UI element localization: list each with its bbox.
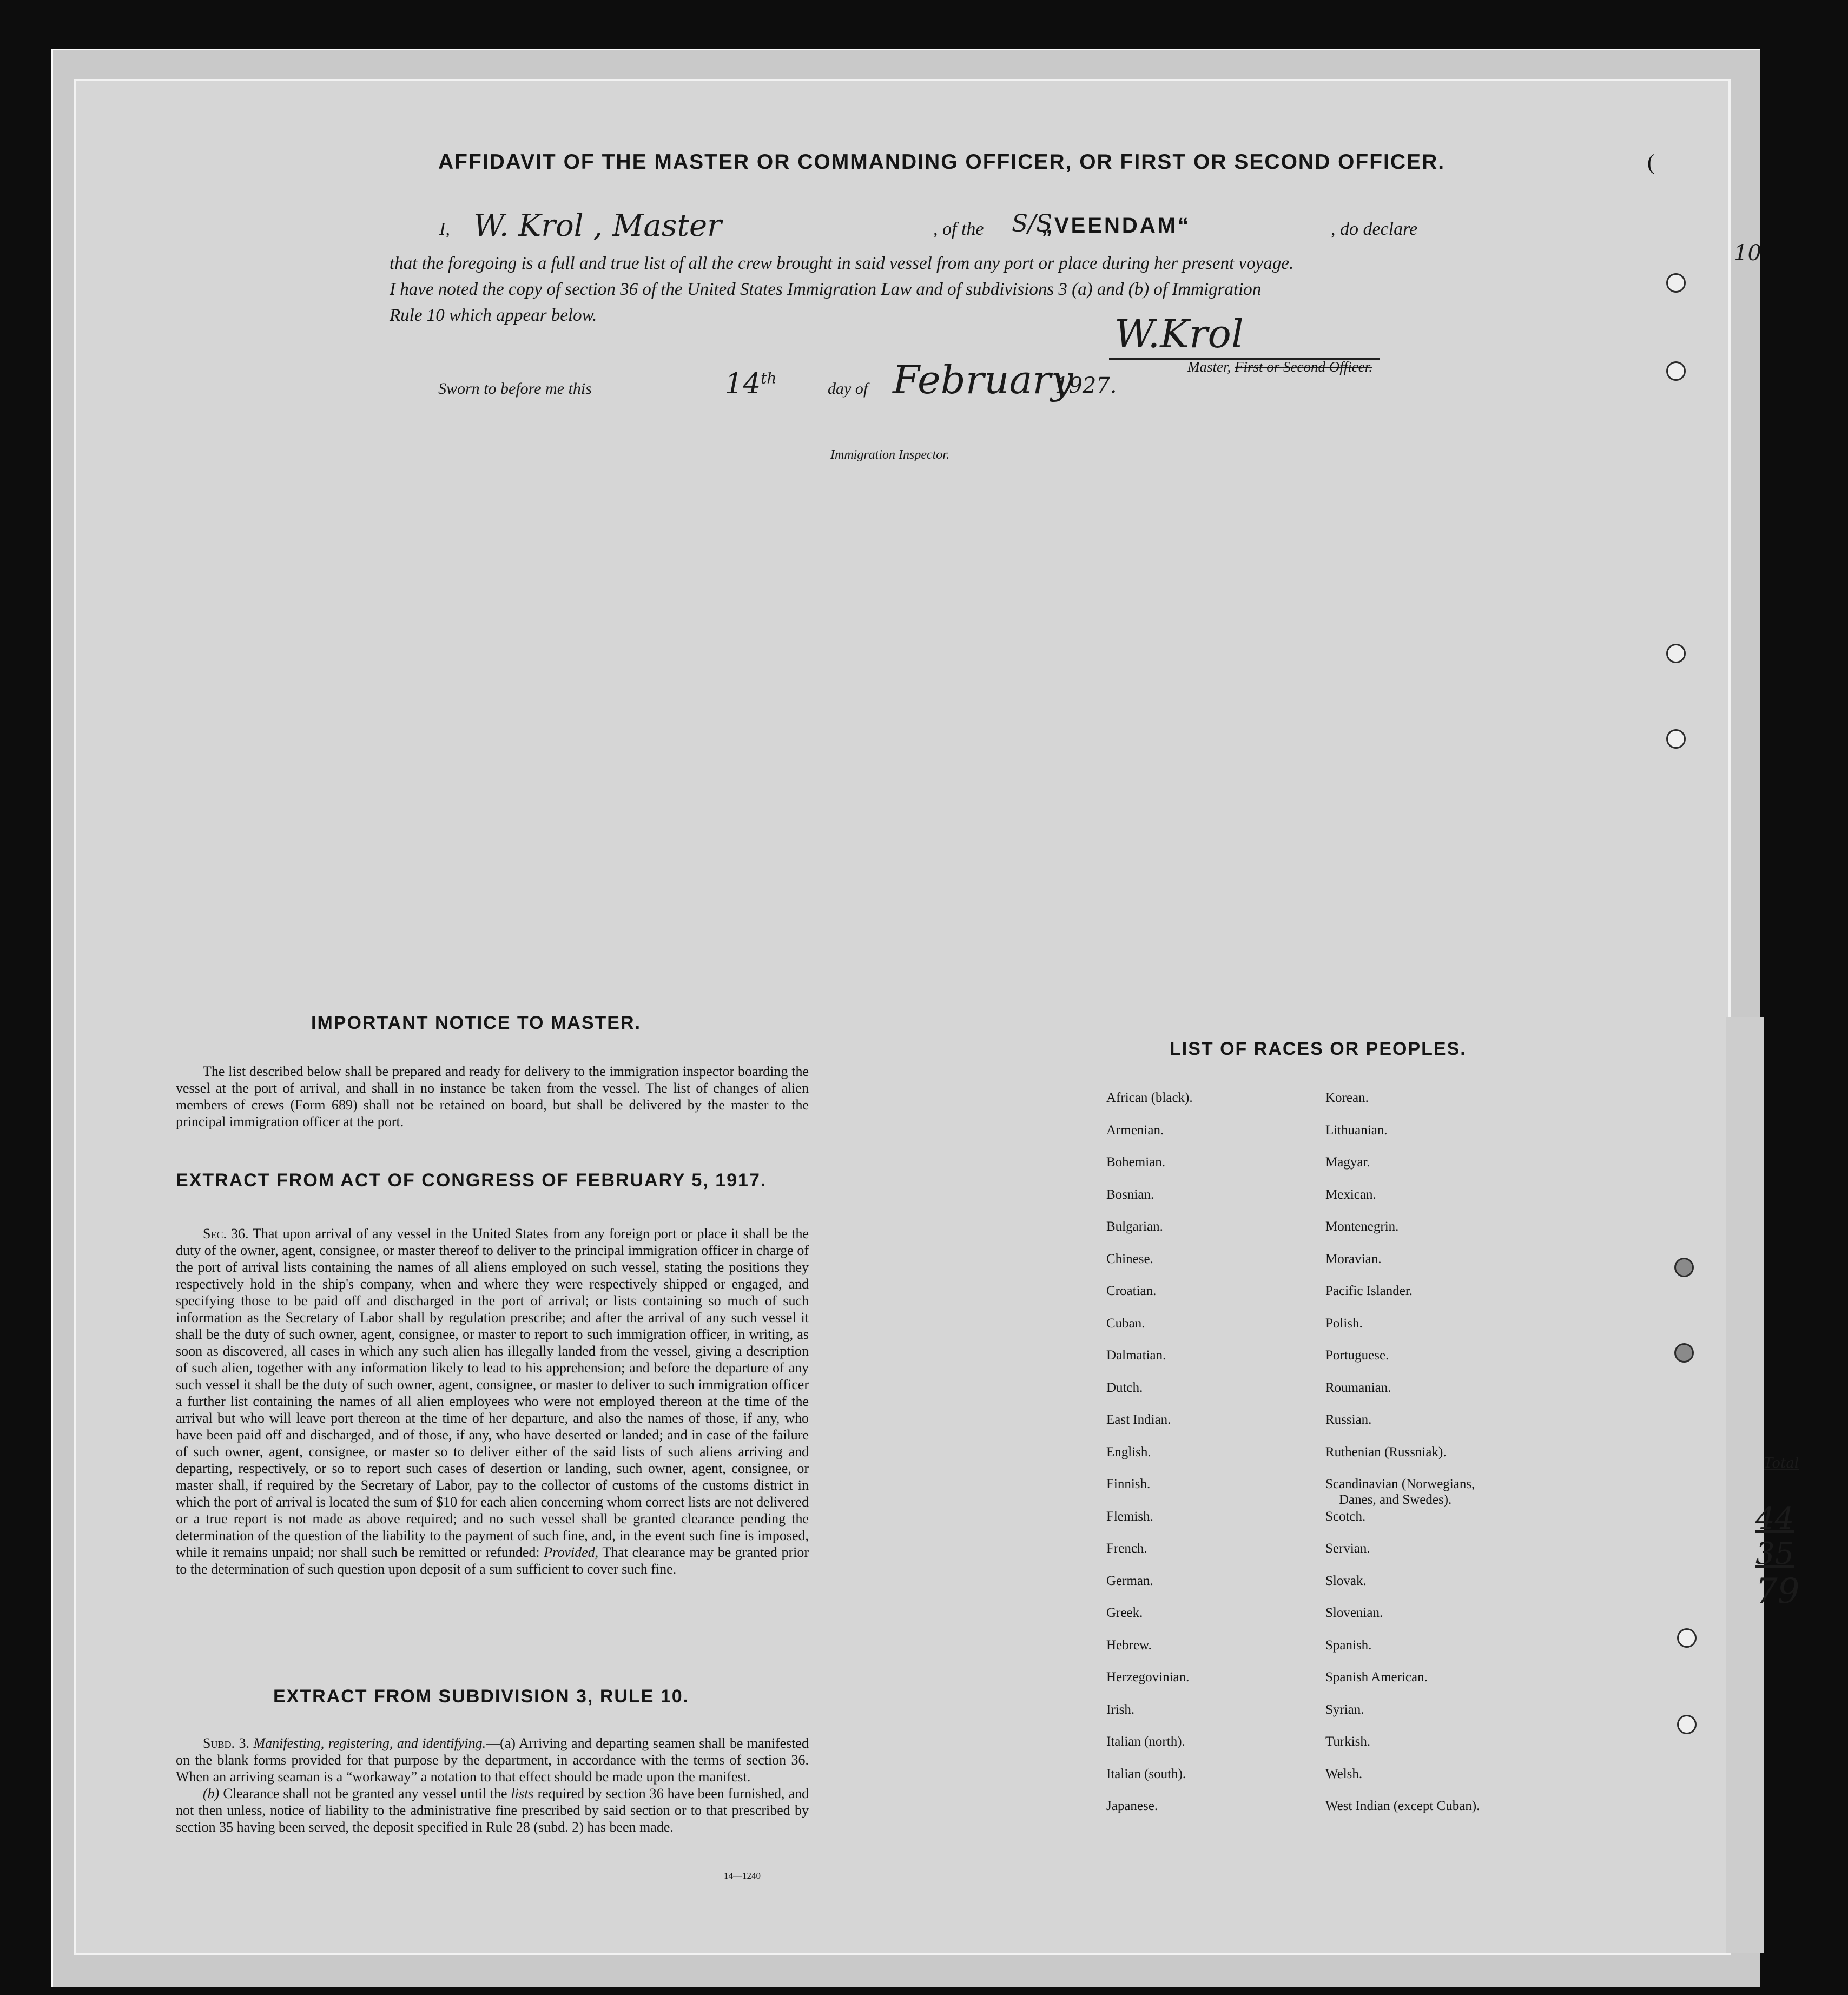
- race-item: Spanish.: [1325, 1637, 1372, 1653]
- notice-title: IMPORTANT NOTICE TO MASTER.: [311, 1013, 641, 1033]
- race-item: Croatian.: [1106, 1284, 1157, 1298]
- notice-body: The list described below shall be prepared and ready for delivery to the immigration inspector boarding the vessel at the port of arrival, and shall in no instance be taken from the vessel. The list of changes of alien members of crews (Form 689) shall not be retained on board, but shall be delivered by the master to the principal immigration officer at the port.: [176, 1063, 809, 1129]
- race-item: Turkish.: [1325, 1734, 1371, 1749]
- vessel-name: „VEENDAM“: [1041, 214, 1191, 237]
- race-item: Mexican.: [1325, 1187, 1376, 1202]
- race-item: Slovak.: [1325, 1573, 1367, 1588]
- declaration-line-3: I have noted the copy of section 36 of the United States Immigration Law and of subdivisions 3 (a) and (b) of Immigration: [390, 280, 1262, 299]
- race-item: Italian (south).: [1106, 1766, 1186, 1781]
- race-item: Syrian.: [1325, 1702, 1364, 1717]
- vessel-prefix-handwritten: S/S: [1012, 210, 1053, 237]
- race-item: Korean.: [1325, 1091, 1369, 1105]
- race-item: English.: [1106, 1444, 1151, 1459]
- race-item: Polish.: [1325, 1316, 1363, 1331]
- race-item: Greek.: [1106, 1606, 1143, 1620]
- subdivision-3-text: [176, 1735, 809, 1835]
- race-item: Lithuanian.: [1325, 1122, 1388, 1138]
- subdivision-label: Subd. 3.: [203, 1735, 249, 1751]
- signature-label-struck: First or Second Officer.: [1235, 359, 1372, 375]
- subdivision-text-b-lists: lists: [511, 1786, 534, 1801]
- race-item: Ruthenian (Russniak).: [1325, 1444, 1447, 1459]
- race-item: Bulgarian.: [1106, 1219, 1163, 1234]
- race-item: Bosnian.: [1106, 1187, 1154, 1202]
- punch-hole-icon: [1666, 729, 1686, 749]
- section-36-body: That upon arrival of any vessel in the United States from any foreign port or place it shall be the duty of the owner, agent, consignee, or master thereof to deliver to the principal immigration officer in charge of the port of arrival lists containing the names of all aliens employed on such vessel, stating the positions they respectively hold in the ship's company, when and where they were respectively shipped or engaged, and specifying those to be paid off and discharged in the port of arrival; or lists containing so much of such information as the Secretary of Labor shall by regulation prescribe; and after the arrival of any such vessel it shall be the duty of such owner, agent, consignee, or master to report to such immigration officer, in writing, as soon as discovered, all cases in which any such alien has illegally landed from the vessel, giving a description of such alien, together with any information likely to lead to his apprehension; and before the departure of any such vessel it shall be the duty of such owner, agent, consignee, or master to deliver to such immigration officer a further list containing the names of all alien employees who were not employed thereon at the time of the arrival but who will leave port thereon at the time of her departure, and also the names of those, if any, who have been paid off and discharged, and of those, if any, who have deserted or landed; and in case of the failure of such owner, agent, consignee, or master so to deliver either of the said lists of such aliens arriving and departing, respectively, or so to report such cases of desertion or landing, such owner, agent, consignee, or master shall, if required by the Secretary of Labor, pay to the collector of customs of the customs district in which the port of arrival is located the sum of $10 for each alien concerning whom correct lists are not delivered or a true report is not made as above required; and no such vessel shall be granted clearance pending the determination of the question of the liability to the payment of such fine, and, in the event such fine is imposed, while it remains unpaid; nor shall such be remitted or refunded:: [176, 1226, 809, 1560]
- sworn-year: 1927.: [1055, 373, 1117, 398]
- race-item: German.: [1106, 1573, 1153, 1588]
- form-number: 14—1240: [724, 1871, 761, 1881]
- subdivision-text-b1: Clearance shall not be granted any vessel until the: [223, 1786, 507, 1801]
- sworn-day-number: 14: [725, 368, 761, 400]
- officer-name-handwritten: W. Krol , Master: [473, 208, 722, 243]
- extract-act-title: EXTRACT FROM ACT OF CONGRESS OF FEBRUARY 5, 1917.: [176, 1170, 767, 1191]
- punch-hole-icon: [1666, 644, 1686, 663]
- declaration-pronoun: I,: [439, 219, 450, 239]
- punch-hole-icon: [1666, 273, 1686, 293]
- signature-label: [1187, 359, 1372, 375]
- race-item: Russian.: [1325, 1412, 1372, 1427]
- declaration-line-2: that the foregoing is a full and true list of all the crew brought in said vessel from any port or place during her present voyage.: [390, 254, 1294, 273]
- section-36-label: Sec. 36.: [203, 1226, 249, 1241]
- race-item: Cuban.: [1106, 1316, 1145, 1331]
- subdivision-heading: Manifesting, registering, and identifying.: [253, 1735, 486, 1751]
- race-item: French.: [1106, 1541, 1147, 1556]
- race-item: Welsh.: [1325, 1766, 1363, 1781]
- total-label: Total: [1764, 1455, 1799, 1471]
- race-item: Flemish.: [1106, 1509, 1153, 1524]
- race-item: Chinese.: [1106, 1251, 1153, 1266]
- subdivision-text-b2: required by section 36 have been furnished, and not then unless, notice of liability to the administrative fine prescribed by said section or to that prescribed by section 35 having been served, the deposit specified in Rule 28 (subd. 2) has been made.: [176, 1786, 809, 1835]
- sworn-month: February: [893, 357, 1073, 402]
- sworn-day-suffix: th: [761, 369, 777, 387]
- race-item: Portuguese.: [1325, 1348, 1389, 1363]
- race-item: Slovenian.: [1325, 1606, 1383, 1620]
- section-36-end: That clearance may be granted prior to the determination of such question upon deposit of a sum sufficient to cover such fine.: [176, 1544, 809, 1577]
- race-item: Herzegovinian.: [1106, 1670, 1190, 1684]
- race-item: Armenian.: [1106, 1122, 1164, 1138]
- sworn-prefix: Sworn to before me this: [438, 380, 592, 398]
- sheet-edge-strip: [1726, 1017, 1764, 1953]
- punch-hole-icon: [1666, 361, 1686, 381]
- punch-hole-icon: [1677, 1628, 1697, 1648]
- race-item: Japanese.: [1106, 1799, 1158, 1813]
- sworn-day-of: day of: [828, 380, 868, 398]
- race-item: Moravian.: [1325, 1251, 1382, 1266]
- inspector-label: Immigration Inspector.: [830, 448, 949, 462]
- section-36-text: [176, 1225, 809, 1577]
- race-item: West Indian (except Cuban).: [1325, 1799, 1480, 1813]
- race-item: Bohemian.: [1106, 1155, 1166, 1170]
- race-item: Servian.: [1325, 1541, 1370, 1556]
- bracket-mark: (: [1647, 150, 1655, 174]
- affidavit-title: AFFIDAVIT OF THE MASTER OR COMMANDING OFFICER, OR FIRST OR SECOND OFFICER.: [438, 150, 1446, 174]
- race-item: Dalmatian.: [1106, 1348, 1166, 1363]
- race-item: Montenegrin.: [1325, 1219, 1399, 1234]
- signature-label-master: Master,: [1187, 359, 1231, 375]
- total-value-2: 35: [1755, 1536, 1794, 1571]
- race-item: Magyar.: [1325, 1155, 1370, 1170]
- race-item: Pacific Islander.: [1325, 1284, 1413, 1298]
- subdivision-b-label: (b): [203, 1786, 220, 1801]
- race-item: Danes, and Swedes).: [1339, 1492, 1452, 1507]
- punch-hole-icon: [1677, 1715, 1697, 1734]
- race-item: Italian (north).: [1106, 1734, 1185, 1749]
- declaration-line-4: Rule 10 which appear below.: [390, 306, 597, 325]
- punch-hole-icon: [1674, 1258, 1694, 1277]
- race-item: African (black).: [1106, 1091, 1193, 1105]
- total-value-1: 44: [1755, 1501, 1794, 1536]
- race-item: Hebrew.: [1106, 1637, 1152, 1653]
- margin-number: 10: [1734, 241, 1761, 266]
- race-item: Dutch.: [1106, 1380, 1143, 1395]
- race-item: Spanish American.: [1325, 1670, 1428, 1684]
- extract-rule-title: EXTRACT FROM SUBDIVISION 3, RULE 10.: [273, 1686, 690, 1707]
- race-item: Scandinavian (Norwegians,: [1325, 1477, 1475, 1491]
- race-item: Roumanian.: [1325, 1380, 1391, 1395]
- race-item: Scotch.: [1325, 1509, 1366, 1524]
- master-signature: W.Krol: [1114, 311, 1244, 356]
- declaration-of-the: , of the: [933, 219, 984, 239]
- declaration-do-declare: , do declare: [1331, 219, 1418, 239]
- sworn-day: [725, 368, 776, 400]
- subdivision-text-a: —(a) Arriving and departing seamen shall be manifested on the blank forms provided for that purpose by the department, in accordance with the terms of section 36. When an arriving seaman is a “workaway” a notation to that effect should be made upon the manifest.: [176, 1735, 809, 1785]
- punch-hole-icon: [1674, 1343, 1694, 1363]
- race-item: Finnish.: [1106, 1477, 1151, 1491]
- race-item: East Indian.: [1106, 1412, 1171, 1427]
- section-36-provided: Provided,: [544, 1544, 599, 1560]
- total-value-3: 79: [1755, 1571, 1800, 1611]
- race-item: Irish.: [1106, 1702, 1135, 1717]
- notice-text: [176, 1063, 809, 1130]
- races-title: LIST OF RACES OR PEOPLES.: [1170, 1039, 1467, 1059]
